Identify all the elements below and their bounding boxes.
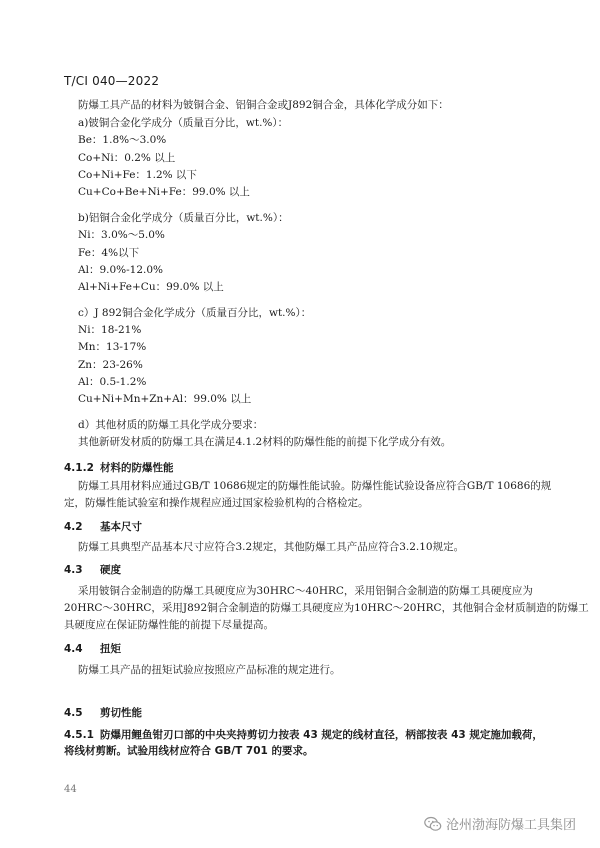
subsection-d-title: d）其他材质的防爆工具化学成分要求： — [78, 419, 264, 431]
list-item: Mn：13-17% — [78, 341, 147, 353]
list-item: Ni：18-21% — [78, 324, 142, 336]
list-item: Be：1.8%～3.0% — [78, 134, 167, 146]
subsection-c-title: c）J 892铜合金化学成分（质量百分比，wt.%）： — [78, 307, 312, 319]
subsection-a-title: a)铍铜合金化学成分（质量百分比，wt.%）： — [78, 117, 289, 129]
section-title: 材料的防爆性能 — [100, 462, 174, 474]
section-number: 4.4 — [64, 643, 83, 655]
list-item: Al：9.0%-12.0% — [78, 264, 164, 276]
section-heading-4-3 — [64, 563, 121, 577]
list-item: Cu+Co+Be+Ni+Fe：99.0% 以上 — [78, 186, 250, 198]
paragraph-line: 定，防爆性能试验室和操作规程应通过国家检验机构的合格检定。 — [64, 497, 369, 509]
section-number: 4.3 — [64, 564, 83, 576]
list-item: Al+Ni+Fe+Cu：99.0% 以上 — [78, 281, 224, 293]
paragraph-line: 防爆工具典型产品基本尺寸应符合3.2规定，其他防爆工具产品应符合3.2.10规定。 — [78, 541, 465, 553]
subsection-d-text: 其他新研发材质的防爆工具在满足4.1.2材料的防爆性能的前提下化学成分有效。 — [78, 436, 452, 448]
section-heading-4-1-2 — [64, 461, 174, 475]
subsection-b-title: b)铝铜合金化学成分（质量百分比，wt.%）： — [78, 212, 289, 224]
paragraph-line: 20HRC～30HRC，采用J892铜合金制造的防爆工具硬度应为10HRC～20HRC，其他铜合金材质制造的防爆工 — [64, 602, 589, 614]
paragraph-line: 将线材剪断。试验用线材应符合 GB/T 701 的要求。 — [64, 745, 314, 757]
section-title: 扭矩 — [100, 643, 121, 655]
watermark — [424, 814, 576, 833]
paragraph-line: 具硬度应在保证防爆性能的前提下尽量提高。 — [64, 619, 274, 631]
list-item: Co+Ni：0.2% 以上 — [78, 152, 176, 164]
paragraph-line: 防爆工具产品的扭矩试验应按照应产品标准的规定进行。 — [78, 664, 341, 676]
list-item: Fe：4%以下 — [78, 247, 140, 259]
section-heading-4-5 — [64, 706, 142, 720]
list-item: Cu+Ni+Mn+Zn+Al：99.0% 以上 — [78, 393, 252, 405]
intro-text: 防爆工具产品的材料为铍铜合金、铝铜合金或J892铜合金，具体化学成分如下： — [78, 99, 449, 111]
section-number: 4.5 — [64, 707, 83, 719]
paragraph-line: 采用铍铜合金制造的防爆工具硬度应为30HRC～40HRC，采用铝铜合金制造的防爆工具硬度应为 — [78, 585, 533, 597]
list-item: Al：0.5-1.2% — [78, 376, 147, 388]
paragraph-line: 防爆工具用材料应通过GB/T 10686规定的防爆性能试验。防爆性能试验设备应符合GB/T 10686的规 — [78, 480, 552, 492]
section-heading-4-5-1 — [64, 728, 543, 742]
section-heading-4-2 — [64, 520, 142, 534]
list-item: Co+Ni+Fe：1.2% 以下 — [78, 169, 197, 181]
section-number: 4.2 — [64, 521, 83, 533]
section-heading-4-4 — [64, 642, 121, 656]
section-number: 4.5.1 — [64, 729, 94, 741]
page-number: 44 — [64, 784, 77, 795]
section-title: 基本尺寸 — [100, 521, 142, 533]
standard-code: T/CI 040—2022 — [64, 74, 160, 88]
list-item: Zn：23-26% — [78, 359, 143, 371]
wechat-icon — [424, 816, 442, 832]
watermark-text: 沧州渤海防爆工具集团 — [445, 818, 576, 833]
section-title: 剪切性能 — [100, 707, 142, 719]
section-number: 4.1.2 — [64, 462, 94, 474]
section-title: 硬度 — [100, 564, 121, 576]
paragraph-line: 防爆用鲤鱼钳刃口部的中央夹持剪切力按表 43 规定的线材直径，柄部按表 43 规定施加载荷， — [100, 729, 543, 741]
list-item: Ni：3.0%～5.0% — [78, 229, 165, 241]
